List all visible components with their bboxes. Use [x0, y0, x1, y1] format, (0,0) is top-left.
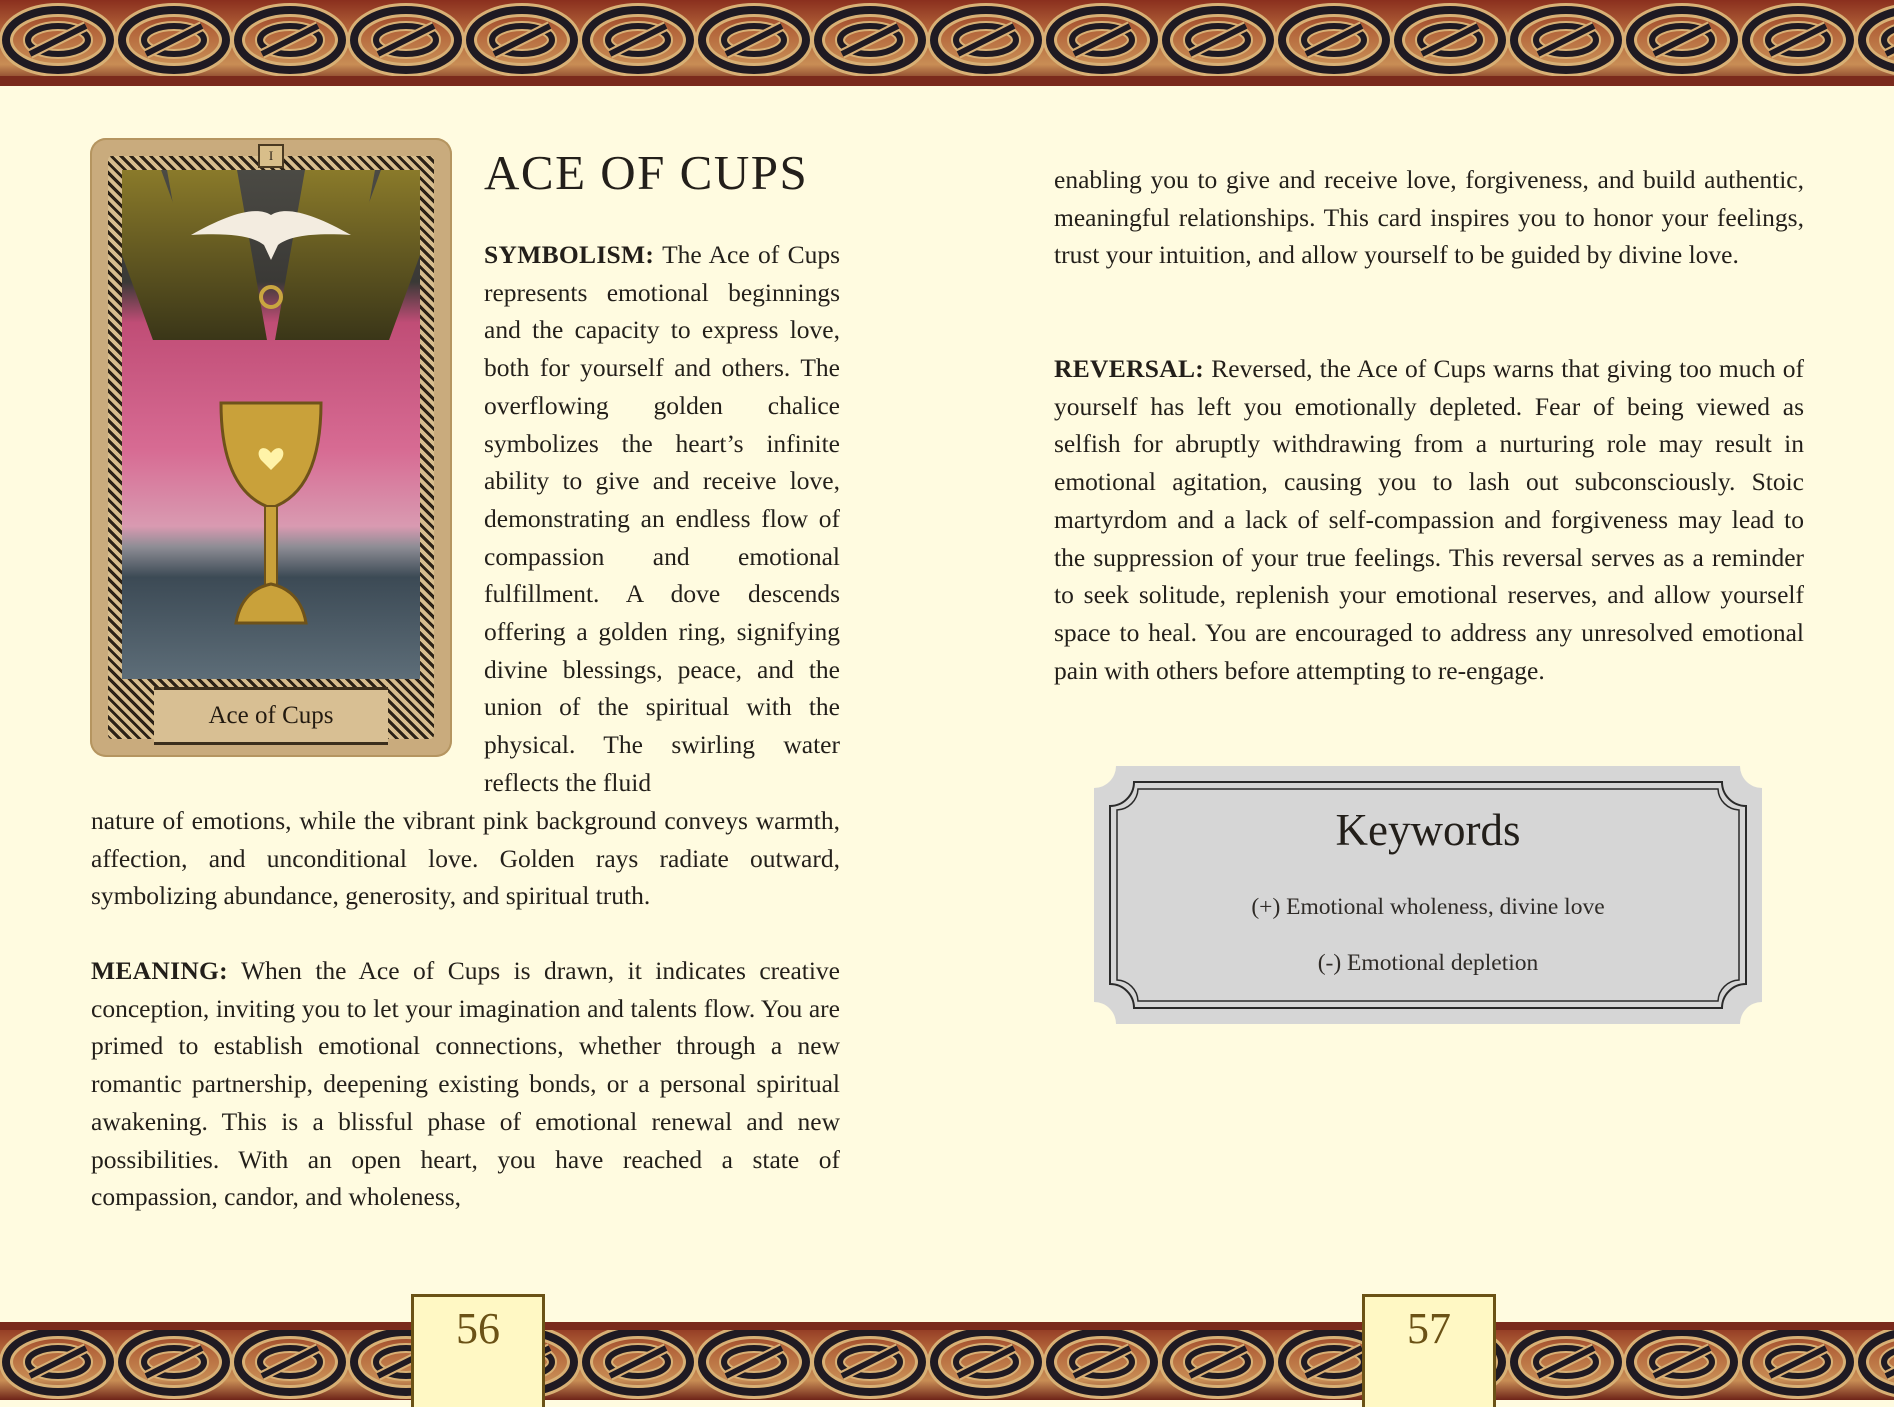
tarot-card-image	[90, 138, 452, 757]
meaning-label: MEANING:	[91, 956, 228, 985]
left-page	[0, 86, 947, 1322]
symbolism-text: The Ace of Cups represents emotional beginnings and the capacity to express love, both for yourself and others. The overflowing golden chalice symbolizes the heart’s infinite ability to give and receive love, demonstrating an endless flow of compassion and emotional fulfillment. A dove descends offering a golden ring, signifying divine blessings, peace, and the union of the spiritual with the physical. The swirling water reflects the fluid	[484, 240, 840, 797]
dove-icon	[186, 205, 356, 260]
reversal-text: Reversed, the Ace of Cups warns that giving too much of yourself has left you emotionally depleted. Fear of being viewed as selfish for abruptly withdrawing from a nurturing role may result in emotional agitation, causing you to lash out subconsciously. Stoic martyrdom and a lack of self-compassion and forgiveness may lead to the suppression of your true feelings. This reversal serves as a reminder to seek solitude, replenish your emotional reserves, and allow yourself space to heal. You are encouraged to address any unresolved emotional pain with others before attempting to re-engage.	[1054, 354, 1805, 685]
symbolism-paragraph	[484, 236, 840, 841]
chalice-icon	[216, 398, 326, 628]
meaning-continued-paragraph	[1054, 161, 1804, 274]
keyword-negative: (-) Emotional depletion	[1317, 950, 1539, 976]
top-celtic-border	[0, 0, 1894, 86]
card-numeral: I	[258, 144, 284, 168]
bottom-celtic-border	[0, 1322, 1894, 1400]
reversal-paragraph	[1054, 350, 1804, 689]
keywords-box	[1094, 766, 1762, 1024]
keyword-positive: (+) Emotional wholeness, divine love	[1251, 894, 1605, 920]
symbolism-continued-paragraph	[91, 802, 840, 915]
keywords-title: Keywords	[1335, 805, 1521, 855]
meaning-paragraph	[91, 952, 840, 1216]
celtic-knot-pattern-icon	[0, 1322, 1894, 1400]
card-name-banner: Ace of Cups	[154, 687, 388, 745]
symbolism-label: SYMBOLISM:	[484, 240, 655, 269]
golden-ring-icon	[256, 282, 286, 312]
page-title: ACE OF CUPS	[484, 145, 809, 200]
page-number-left: 56	[411, 1294, 545, 1407]
symbolism-continued-text: nature of emotions, while the vibrant pink background conveys warmth, affection, and unconditional love. Golden rays radiate outward, symbolizing abundance, generosity, and spiritual truth.	[91, 806, 840, 911]
meaning-text: When the Ace of Cups is drawn, it indicates creative conception, inviting you to let your imagination and talents flow. You are primed to establish emotional connections, whether through a new romantic partnership, deepening existing bonds, or a personal spiritual awakening. This is a blissful phase of emotional renewal and new possibilities. With an open heart, you have reached a state of compassion, candor, and wholeness,	[91, 956, 840, 1212]
page-number-right: 57	[1362, 1294, 1496, 1407]
reversal-label: REVERSAL:	[1054, 354, 1205, 383]
right-page	[947, 86, 1894, 1322]
card-illustration	[122, 170, 420, 679]
celtic-knot-pattern-icon	[0, 0, 1894, 86]
meaning-continued-text: enabling you to give and receive love, forgiveness, and build authentic, meaningful relationships. This card inspires you to honor your feelings, trust your intuition, and allow yourself to be guided by divine love.	[1054, 165, 1804, 270]
